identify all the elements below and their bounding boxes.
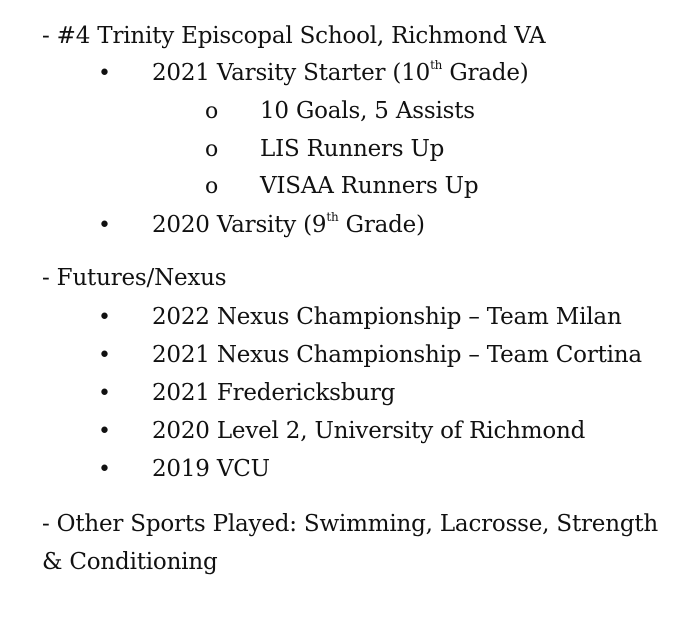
sub-list-item-lis: LIS Runners Up	[260, 136, 445, 162]
section-heading-other-sports: - Other Sports Played: Swimming, Lacrosse, Strength & Conditioning	[42, 511, 658, 575]
sub-list-item-visaa: VISAA Runners Up	[260, 173, 479, 199]
section-heading-trinity: - #4 Trinity Episcopal School, Richmond VA	[42, 23, 546, 49]
bullet-circle: o	[205, 99, 219, 124]
list-item-level2-richmond: 2020 Level 2, University of Richmond	[152, 418, 586, 444]
list-item-varsity-starter	[152, 58, 529, 88]
list-item-fredericksburg: 2021 Fredericksburg	[152, 380, 396, 406]
list-item-vcu: 2019 VCU	[152, 456, 270, 482]
bullet-disc: •	[98, 457, 111, 482]
list-item-nexus-milan: 2022 Nexus Championship – Team Milan	[152, 304, 622, 330]
ordinal-suffix: th	[326, 210, 339, 225]
ordinal-suffix: th	[430, 58, 443, 73]
list-item-varsity	[152, 210, 425, 240]
bullet-disc: •	[98, 381, 111, 406]
bullet-disc: •	[98, 61, 111, 86]
bullet-disc: •	[98, 419, 111, 444]
list-item-text: Grade)	[338, 212, 425, 238]
bullet-disc: •	[98, 213, 111, 238]
bullet-disc: •	[98, 343, 111, 368]
bullet-circle: o	[205, 137, 219, 162]
bullet-disc: •	[98, 305, 111, 330]
bullet-circle: o	[205, 174, 219, 199]
section-heading-futures: - Futures/Nexus	[42, 265, 227, 291]
list-item-text: 2021 Varsity Starter (10	[152, 60, 431, 86]
list-item-text: Grade)	[442, 60, 529, 86]
sub-list-item-goals: 10 Goals, 5 Assists	[260, 98, 475, 124]
list-item-text: 2020 Varsity (9	[152, 212, 327, 238]
list-item-nexus-cortina: 2021 Nexus Championship – Team Cortina	[152, 342, 642, 368]
